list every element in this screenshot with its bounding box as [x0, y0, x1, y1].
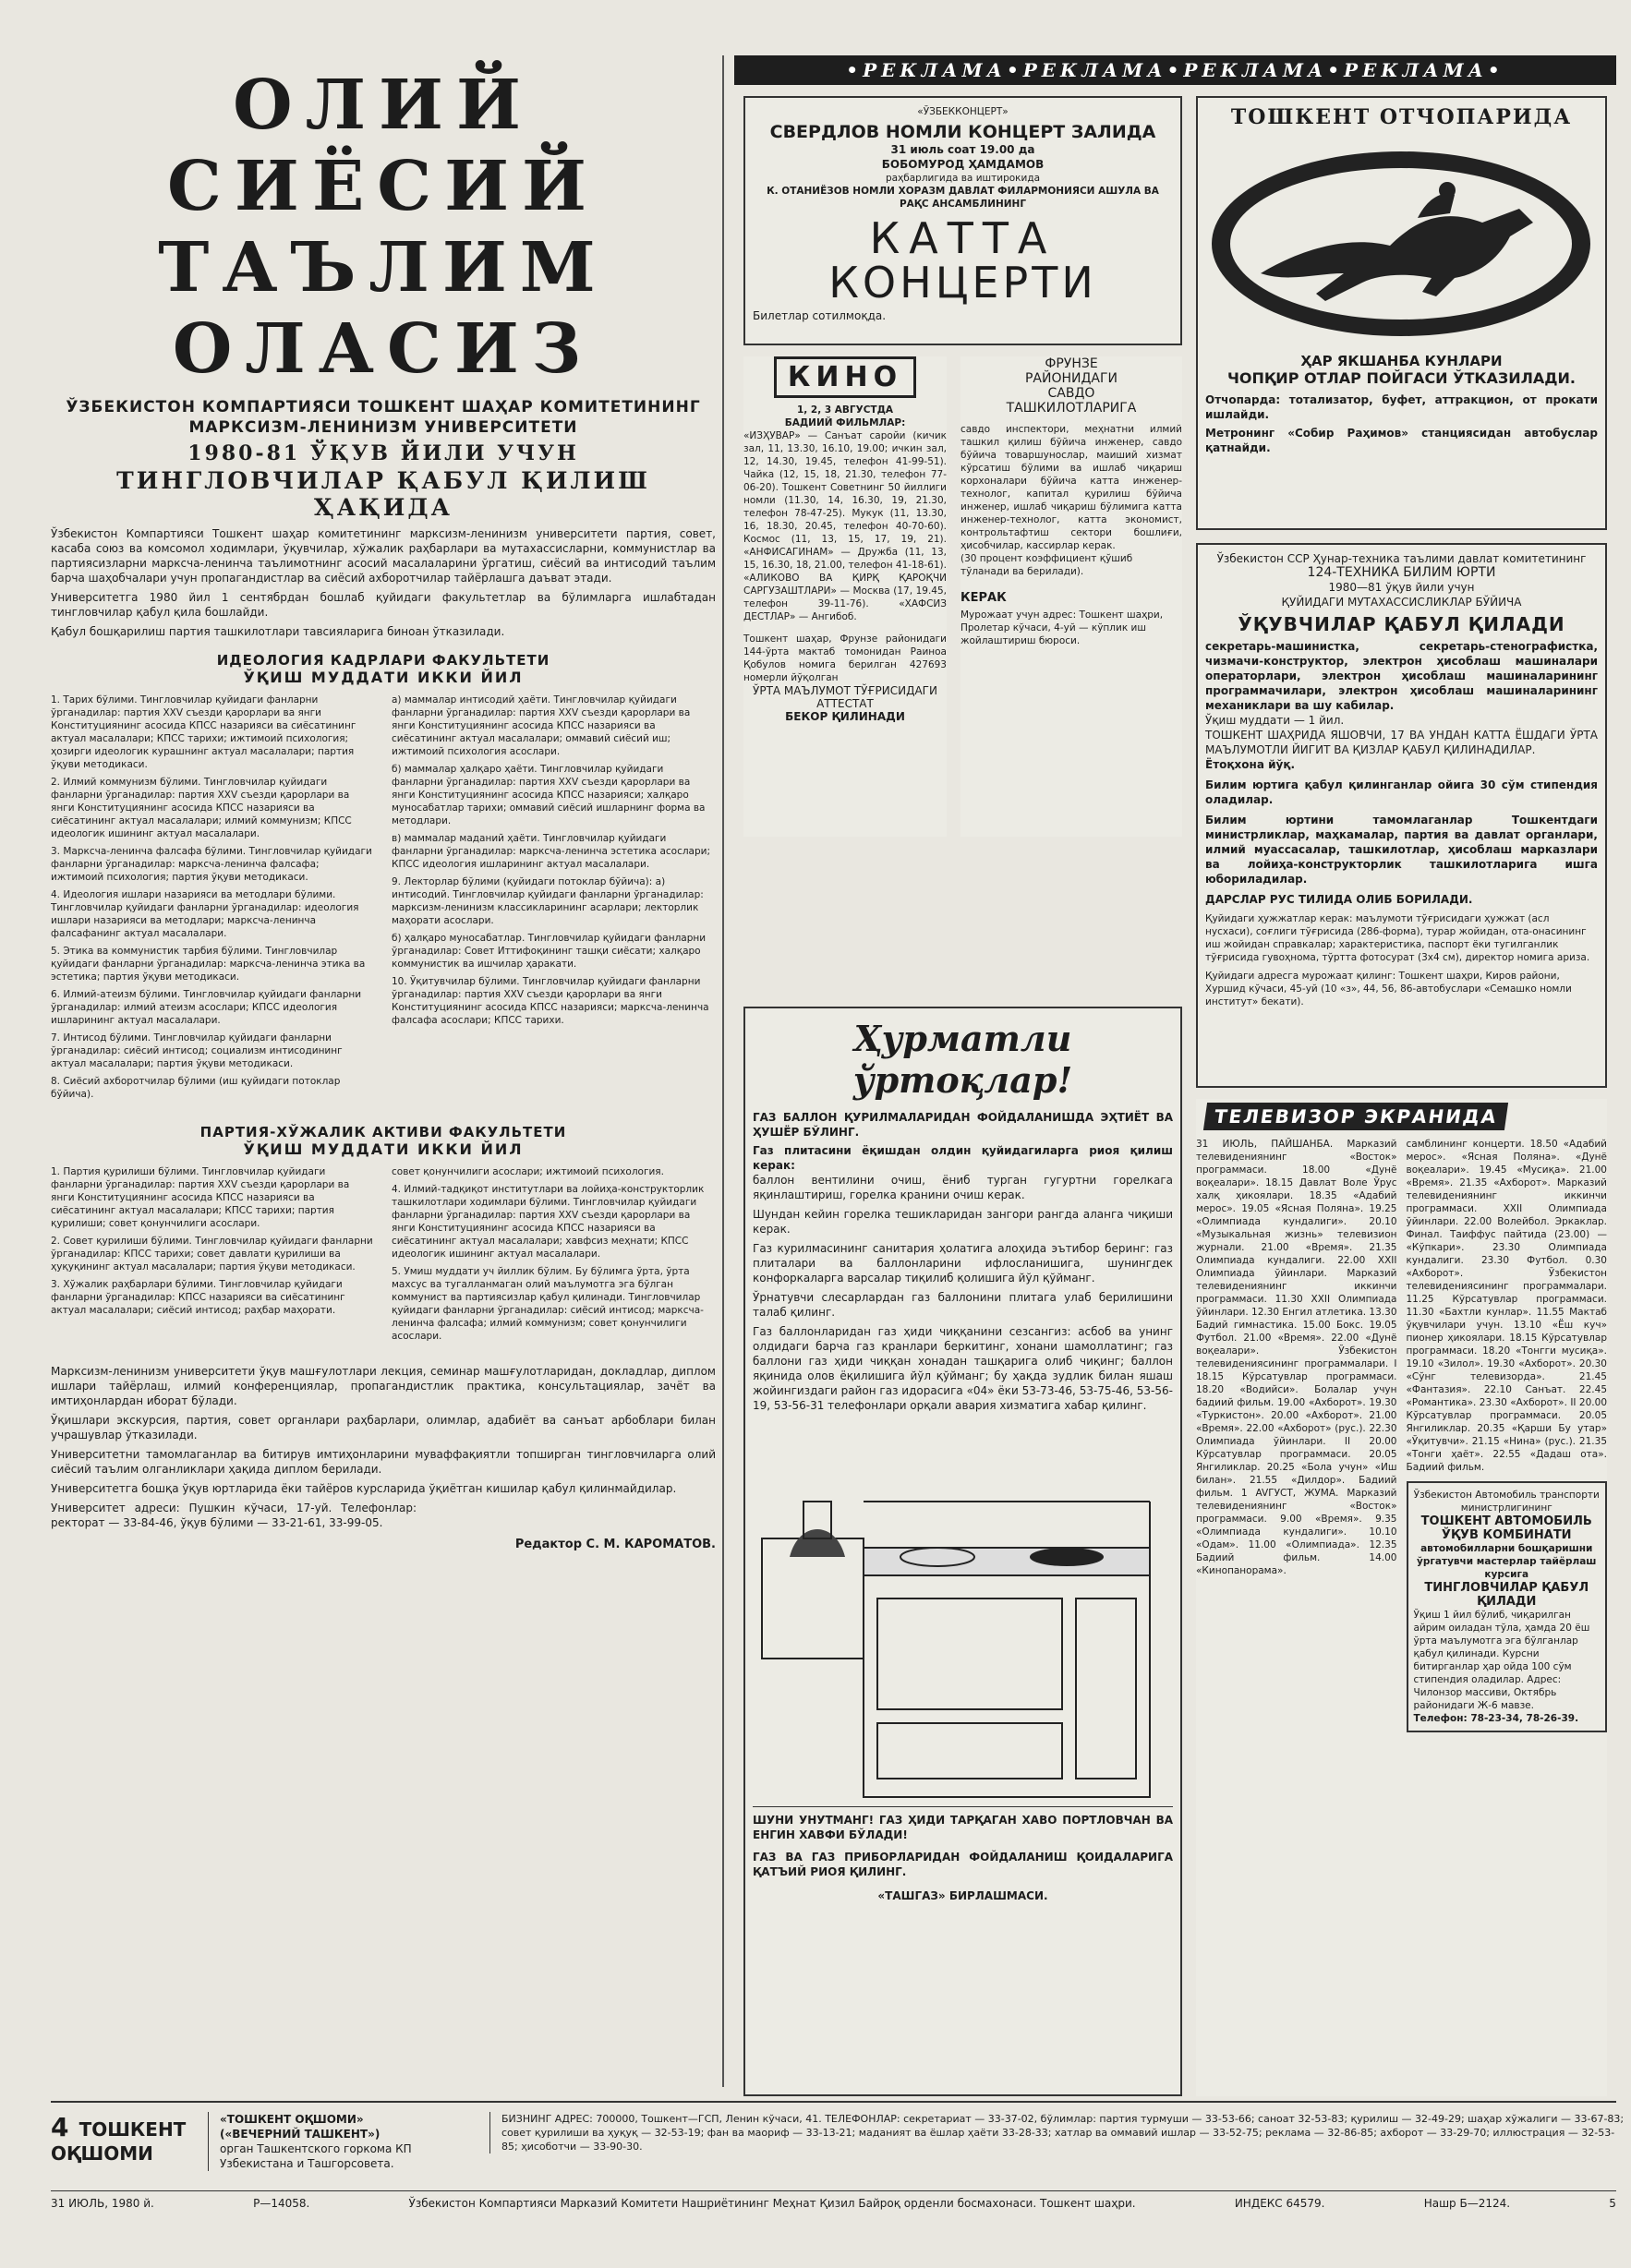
- frunze-title-2: РАЙОНИДАГИ: [1024, 371, 1118, 386]
- faculty-item: в) маммалар маданий ҳаёти. Тингловчилар қуйидаги фанларни ўрганадилар: марксча-ленинча эстетика асослари; КПСС идеология ишларининг актуал масалалари.: [392, 833, 711, 870]
- concert-date: 31 июль соат 19.00 да: [890, 143, 1035, 156]
- faculty-item: 5. Умиш муддати уч йиллик бўлим. Бу бўлимга ўрта, ўрта махсус ва тугалланмаган олий маълумотга эга бўлган коммунист ва партиясизлар қабул қилинади. Тингловчилар қуйидаги фанларни ўрганадилар: сиёсий интисод; марксча-ленинча фалсафа; илмий коммунизм; совет қонунчилиги асослари.: [392, 1266, 704, 1342]
- university-announcement: [51, 55, 716, 2096]
- index-number: ИНДЕКС 64579.: [1234, 2197, 1325, 2210]
- frunze-note: (30 процент коэффициент қўшиб тўланади ва берилади).: [960, 553, 1133, 577]
- faculty-2-duration: ЎҚИШ МУДДАТИ ИККИ ЙИЛ: [243, 1140, 524, 1158]
- faculty-item: 9. Лекторлар бўлими (қуйидаги потоклар бўйича): а) интисодий. Тингловчилар қуйидаги фанларни ўрганадилар: марксизм-ленинизм классикларининг асарлари; лекторлик маҳорати асослари.: [392, 876, 704, 926]
- kerak-body: Мурожаат учун адрес: Тошкент шаҳри, Пролетар кўчаси, 4-уй — кўплик иш жойлаштириш бюроси.: [960, 609, 1164, 646]
- gas-body: Газ курилмасининг санитария ҳолатига алоҳида эътибор беринг: газ плиталари ва баллонларини ифлосланишига, шунингдек конфоркаларга варсалар тиқилиб қолишига йўл қўйманг.: [753, 1242, 1173, 1285]
- driving-head: ТИНГЛОВЧИЛАР ҚАБУЛ ҚИЛАДИ: [1424, 1581, 1589, 1609]
- publisher-line-3: орган Ташкентского горкома КП Узбекистана и Ташгорсовета.: [220, 2142, 412, 2170]
- headline-line-1: ОЛИЙ СИЁСИЙ: [167, 66, 599, 226]
- faculty-1-col-2: [392, 694, 716, 1105]
- tv-logo: ТЕЛЕВИЗОР ЭКРАНИДА: [1203, 1103, 1509, 1130]
- faculty-item: 5. Этика ва коммунистик тарбия бўлими. Тингловчилар қуйидаги фанларни ўрганадилар: марксча-ленинча этика ва эстетика; партия ўқуви методикаси.: [51, 946, 366, 983]
- concert-ensemble: К. ОТАНИЁЗОВ НОМЛИ ХОРАЗМ ДАВЛАТ ФИЛАРМОНИЯСИ АШУЛА ВА РАҚС АНСАМБЛИНИНГ: [767, 186, 1159, 210]
- intro-paragraph: Ўзбекистон Компартияси Тошкент шаҳар комитетининг марксизм-ленинизм университети партия, совет, касаба союз ва комсомол ходимлари, ўқувчилар, хўжалик раҳбарлари ва мутахассисларни, коммунистлар ва партиясизларни марксча-ленинча таълимотнинг асосий масалаларини ўргатиш, сиёсий ва интисодий таълим барча шаҳобчалари учун пропагандистлар ва сиёсий ахборотчилар тайёрлашга даъват этади.: [51, 527, 716, 585]
- faculty-item: совет қонунчилиги асослари; ижтимоий психология.: [392, 1166, 664, 1177]
- page-number: 5: [1609, 2197, 1616, 2210]
- tv-col-1: 31 ИЮЛЬ, ПАЙШАНБА. Марказий телевидениянинг «Восток» программаси. 18.00 «Дунё воқеалари». 18.15 Давлат Воле Ўрус халқ ҳикоялари. 18.35 «Адабий мерос». 19.05 «Ясная Поляна». 19.25 «Олимпиада кундалиги». 20.10 «Музыкальная жизнь» телевизион журнали. 21.00 «Время». 21.35 Олимпиада кундалиги. 22.00 XXII Олимпиада ўйинлари. Марказий телевидениянинг иккинчи программаси. 11.30 XXII Олимпиада ўйинлари. 12.30 Енгил атлетика. 13.30 Бадий гимнастика. 15.00 Бокс. 19.05 Футбол. 21.00 «Время». 22.00 «Дунё воқеалари». Ўзбекистон телевидениясининг программалари. I 18.15 Кўрсатувлар программаси. 18.20 «Водийси». Болалар учун бадиий фильм. 19.00 «Ахборот». 19.30 «Туркистон». 20.00 «Ахборот». 21.00 «Время». 22.00 «Ахборот» (рус.). 22.30 Олимпиада ўйинлари. II 20.00 Кўрсатувлар программаси. 20.05 Янгиликлар. 20.25 «Бола учун» «Иш билан». 21.55 «Дилдор». Бадиий фильм. 1 AVГУСТ, ЖУМА. Марказий телевидениянинг «Восток» программаси. 9.00 «Время». 9.35 «Олимпиада кундалиги». 10.10 «Одам». 11.00 «Олимпиада». 12.35 Бадиий фильм. 14.00 «Кинопанорама».: [1196, 1139, 1397, 1576]
- frunze-body: савдо инспектори, меҳнатни илмий ташкил қилиш бўйича инженер, савдо бўйича товаршунослар, маиший хизмат кўрсатиш бўлими ва ишлаб чиқариш корхоналари бўйича катта инженер-технолог, капитал қурилиш бўйича инженер, ишлаб чиқариш бўлимига катта инженер-технолог, катта экономист, контрольтафтиш сектори бошлиғи, ҳисобчилар, кассирлар керак.: [960, 424, 1182, 551]
- concert-leader-note: раҳбарлигида ва иштирокида: [885, 173, 1041, 184]
- vocational-lang: ДАРСЛАР РУС ТИЛИДА ОЛИБ БОРИЛАДИ.: [1205, 893, 1473, 906]
- year-line: 1980-81 ЎҚУВ ЙИЛИ УЧУН: [187, 441, 579, 465]
- vocational-headline: ЎҚУВЧИЛАР ҚАБУЛ ҚИЛАДИ: [1238, 613, 1565, 635]
- vocational-school: 124-ТЕХНИКА БИЛИМ ЮРТИ: [1307, 565, 1496, 580]
- publisher-line-1: «ТОШКЕНТ ОҚШОМИ»: [220, 2113, 364, 2126]
- driving-org: Ўзбекистон Автомобиль транспорти министрлигининг: [1413, 1490, 1600, 1514]
- faculty-item: 4. Илмий-тадқиқот институтлари ва лойиҳа-конструкторлик ташкилотлари ходимлари бўлими. Тингловчилар қуйидаги фанларни ўрганадилар: партия XXV съезди қарорлари ва янги Конституциянинг асосида КПСС назарияси ва сиёсатининг актуал масалалари; хавфсиз меҳнати; КПСС идеологик ишининг актуал масалалари.: [392, 1184, 705, 1260]
- column-divider: [722, 55, 724, 2087]
- closing-paragraph: Ўқишлари экскурсия, партия, совет органлари раҳбарлари, олимлар, адабиёт ва санъат арбоблари билан учрашувлар ўтказилади.: [51, 1414, 716, 1442]
- closing-paragraph: Университетга бошқа ўқув юртларида ёки тайёров курсларида ўқиётган кишилар қабул қилинмайдилар.: [51, 1482, 677, 1495]
- driving-title: ТОШКЕНТ АВТОМОБИЛЬ ЎҚУВ КОМБИНАТИ: [1420, 1514, 1592, 1542]
- faculty-item: 1. Партия қурилиши бўлими. Тингловчилар қуйидаги фанларни ўрганадилар: партия XXV съезди қарорлари ва янги Конституциянинг асосида КПСС назарияси ва сиёсатининг актуал масалалари; КПСС тарихи; партия қурилиши; совет қонунчилиги асослари.: [51, 1166, 350, 1229]
- editorial-address: БИЗНИНГ АДРЕС: 700000, Тошкент—ГСП, Ленин кўчаси, 41. ТЕЛЕФОНЛАР: секретариат — 33-37-02, бўлимлар: партия турмуши — 33-53-66; саноат 32-53-83; қурилиш — 32-49-29; шаҳар хўжалиги — 33-67-83; совет қурилиши ва ҳуқуқ — 32-53-19; фан ва маориф — 33-13-21; маданият ва ёшлар ҳаёти 33-28-33; хатлар ва оммавий ишлар — 33-52-75; реклама — 32-86-85; ахборот — 33-29-70; иллюстрация — 32-53-85; ҳисоботчи — 33-90-30.: [489, 2112, 1628, 2153]
- publisher-info: [208, 2112, 488, 2171]
- concert-leader: БОБОМУРОД ҲАМДАМОВ: [881, 158, 1045, 171]
- vocational-dorm: Ётоқхона йўқ.: [1205, 758, 1296, 771]
- org-line-2: МАРКСИЗМ-ЛЕНИНИЗМ УНИВЕРСИТЕТИ: [188, 418, 578, 437]
- school-notice: Тошкент шаҳар, Фрунзе районидаги 144-ўрта мактаб томонидан Раиноа Қобулов номига берилган 427693 номерли йўқолган: [743, 633, 947, 683]
- concert-venue: СВЕРДЛОВ НОМЛИ КОНЦЕРТ ЗАЛИДА: [769, 122, 1156, 142]
- horse-race-illustration: [1205, 135, 1598, 347]
- masthead-footer: [51, 2101, 1625, 2241]
- driving-sub: автомобилларни бошқаришни ўргатувчи мастерлар тайёрлаш курсига: [1417, 1543, 1597, 1580]
- concert-big-2: КОНЦЕРТИ: [828, 258, 1097, 308]
- faculty-item: 2. Совет қурилиши бўлими. Тингловчилар қуйидаги фанларни ўрганадилар: КПСС тарихи; совет давлати қурилиши ва ҳуқуқининг актуал масалалари; партия ўқуви методикаси.: [51, 1236, 373, 1273]
- faculty-item: 6. Илмий-атеизм бўлими. Тингловчилар қуйидаги фанларни ўрганадилар: илмий атеизм асослари; КПСС идеология ишларининг актуал масалалари.: [51, 989, 362, 1026]
- paper-logo: [51, 2112, 199, 2177]
- kino-films-label: БАДИИЙ ФИЛЬМЛАР:: [784, 417, 906, 428]
- concert-org: «ЎЗБЕККОНЦЕРТ»: [917, 106, 1009, 117]
- school-void: БЕКОР ҚИЛИНАДИ: [785, 710, 905, 723]
- faculty-item: 8. Сиёсий ахборотчилар бўлими (иш қуйидаги потоклар бўйича).: [51, 1076, 341, 1100]
- faculty-1-title: ИДЕОЛОГИЯ КАДРЛАРИ ФАКУЛЬТЕТИ: [216, 652, 550, 669]
- kino-listing: [743, 356, 947, 837]
- vocational-stipend: Билим юртига қабул қилинганлар ойига 30 сўм стипендия оладилар.: [1205, 778, 1598, 806]
- gas-warning-1: ШУНИ УНУТМАНГ! ГАЗ ҲИДИ ТАРҚАГАН ХАВО ПОРТЛОВЧАН ВА ЕНГИН ХАВФИ БЎЛАДИ!: [753, 1806, 1173, 1842]
- page-logo-number: 4: [51, 2112, 69, 2142]
- faculty-2-col-1: [51, 1165, 375, 1347]
- closing-paragraph: Университетни тамомлаганлар ва битирув имтиҳонларини муваффақиятли топширган тингловчиларга олий сиёсий таълим олганликлари ҳақида диплом берилади.: [51, 1448, 716, 1476]
- faculty-1-columns: [51, 694, 716, 1105]
- vocational-term: Ўқиш муддати — 1 йил.: [1205, 714, 1345, 727]
- paper-logo-name: ТОШКЕНТ ОҚШОМИ: [51, 2118, 187, 2165]
- gas-lead: ГАЗ БАЛЛОН ҚУРИЛМАЛАРИДАН ФОЙДАЛАНИШДА ЭҲТИЁТ ВА ҲУШЁР БЎЛИНГ.: [753, 1111, 1173, 1139]
- faculty-item: 3. Хўжалик раҳбарлари бўлими. Тингловчилар қуйидаги фанларни ўрганадилар: КПСС назарияси ва сиёсатининг актуал масалалари; сиёсий интисод; раҳбар маҳорати.: [51, 1279, 345, 1316]
- hippodrome-title: ТОШКЕНТ ОТЧОПАРИДА: [1230, 105, 1573, 129]
- reklama-banner: •РЕКЛАМА•РЕКЛАМА•РЕКЛАМА•РЕКЛАМА•: [734, 55, 1616, 85]
- gas-safety-ad: [743, 1007, 1182, 2096]
- kerak-title: КЕРАК: [960, 591, 1007, 605]
- hippodrome-metro: Метронинг «Собир Раҳимов» станциясидан автобуслар қатнайди.: [1205, 427, 1598, 454]
- vocational-address: Қуйидаги адресга мурожаат қилинг: Тошкент шаҳри, Киров райони, Хуршид кўчаси, 45-уй (10 «з», 44, 56, 86-автобуслари «Семашко номли институт» бекати).: [1205, 971, 1572, 1007]
- org-line-1: ЎЗБЕКИСТОН КОМПАРТИЯСИ ТОШКЕНТ ШАҲАР КОМИТЕТИНИНГ: [66, 398, 701, 416]
- vocational-specs: секретарь-машинистка, секретарь-стенографистка, чизмачи-конструктор, электрон ҳисоблаш машиналари операторлари, электрон ҳисоблаш машиналарининг программачилари, электрон ҳисоблаш машиналарининг механиклари ва шу кабилар.: [1205, 640, 1598, 712]
- gas-body: баллон вентилини очиш, ёниб турган гугуртни горелкага яқинлаштириш, горелка кранини очиш керак.: [753, 1174, 1173, 1201]
- faculty-item: б) ҳалқаро муносабатлар. Тингловчилар қуйидаги фанларни ўрганадилар: Совет Иттифоқининг ташқи сиёсати; халқаро коммунистик ва ишчилар ҳаракати.: [392, 933, 707, 970]
- faculty-item: 1. Тарих бўлими. Тингловчилар қуйидаги фанларни ўрганадилар: партия XXV съезди қарорлари ва янги Конституциянинг асосида КПСС назарияси ва сиёсатининг актуал масалалари; КПСС тарихи; ижтимоий психология; ҳозирги идеологик курашнинг актуал масалалари; партия ўқуви методикаси.: [51, 694, 356, 770]
- tv-col-2-wrap: [1407, 1138, 1608, 1732]
- vocational-org: Ўзбекистон ССР Ҳунар-техника таълими давлат комитетининг: [1216, 552, 1587, 565]
- concert-big-1: КАТТА: [869, 213, 1057, 263]
- tv-col-2: самблининг концерти. 18.50 «Адабий мерос». «Ясная Поляна». «Дунё воқеалари». 19.45 «Мусиқа». 21.00 «Время». 21.35 «Ахборот». Марказий телевидениянинг иккинчи программаси. XXII Олимпиада ўйинлари. 22.00 Волейбол. Эркаклар. Финал. Таиффус пайтида (23.00) — «Кўпкари». 23.30 Олимпиада кундалиги. 23.30 Футбол. 0.30 «Ахборот». Ўзбекистон телевидениясининг программалари. 11.25 Кўрсатувлар программаси. 11.30 «Бахтли кунлар». 11.55 Мактаб ўқувчилари учун. 13.10 «Ёш куч» пионер ҳикоялари. 18.15 Кўрсатувлар программаси. 18.20 «Тонгги мусиқа». 19.10 «Зилол». 19.30 «Ахборот». 20.30 «Сўнг телевизорда». 21.45 «Фантазия». 22.10 Санъат. 22.45 «Романтика». 23.30 «Ахборот». II 20.00 Кўрсатувлар программаси. 20.05 Янгиликлар. 20.35 «Қарши Бу утар» «Ўқитувчи». 21.15 «Нина» (рус.). 21.35 «Тонги ҳаёт». 22.55 «Дадаш ота». Бадиий фильм.: [1406, 1139, 1607, 1473]
- driving-phone: Телефон: 78-23-34, 78-26-39.: [1413, 1713, 1579, 1724]
- vocational-jobs: Билим юртини тамомлаганлар Тошкентдаги министрликлар, маҳкамалар, партия ва давлат органлари, илмий муассасалар, ташкилотлар, ҳисоблаш марказлари ва лойиҳа-конструкторлик ташкилотларига ишга юбориладилар.: [1205, 814, 1598, 886]
- admission-line: ТИНГЛОВЧИЛАР ҚАБУЛ ҚИЛИШ ҲАҚИДА: [116, 467, 650, 521]
- gas-stove-illustration: [753, 1418, 1173, 1806]
- kino-logo: КИНО: [774, 356, 916, 398]
- faculty-2-columns: [51, 1165, 716, 1347]
- frunze-title-3: САВДО: [1047, 386, 1095, 401]
- vocational-specs-title: ҚУЙИДАГИ МУТАХАССИСЛИКЛАР БЎЙИЧА: [1281, 596, 1522, 609]
- driving-school-ad: [1407, 1481, 1608, 1732]
- vocational-docs: Қуйидаги ҳужжатлар керак: маълумоти тўғрисидаги ҳужжат (асл нусхаси), соғлиги тўғрисида (286-форма), турар жойидан, ота-онасининг иш жойидан справкалар; характеристика, паспорт ёки тугилганлик тўғрисида гувоҳнома, тўртта фотосурат (3x4 см), директор номига ариза.: [1205, 913, 1590, 963]
- hippodrome-services: Отчопарда: тотализатор, буфет, аттракцион, от прокати ишлайди.: [1205, 393, 1598, 421]
- school-doc: ЎРТА МАЪЛУМОТ ТЎҒРИСИДАГИ АТТЕСТАТ: [753, 684, 937, 710]
- printer-info: Ўзбекистон Компартияси Марказий Комитети Нашриётининг Меҳнат Қизил Байроқ орденли босмахонаси. Тошкент шаҳри.: [408, 2197, 1136, 2210]
- hippodrome-ad: [1196, 96, 1607, 530]
- order-number: Нашр Б—2124.: [1423, 2197, 1511, 2210]
- gas-sub: Газ плитасини ёқишдан олдин қуйидагиларга риоя қилиш керак:: [753, 1144, 1173, 1172]
- advertisement-section: [734, 55, 1616, 2096]
- faculty-item: 3. Марксча-ленинча фалсафа бўлими. Тингловчилар қуйидаги фанларни ўрганадилар: марксча-ленинча фалсафа; ижтимоий психология; партия ўқуви методикаси.: [51, 846, 372, 883]
- editor-signature: Редактор С. М. КАРОМАТОВ.: [514, 1538, 716, 1551]
- kino-dates: 1, 2, 3 АВГУСТДА: [796, 404, 894, 416]
- closing-paragraph: Марксизм-ленинизм университети ўқув машғулотлари лекция, семинар машғулотларидан, докладлар, диплом ишлари тайёрлаш, илмий конференциялар, пропагандистлик практика, консультациялар, зачёт ва имтиҳонлардан иборат бўлади.: [51, 1365, 716, 1407]
- vocational-eligibility: ТОШКЕНТ ШАҲРИДА ЯШОВЧИ, 17 ВА УНДАН КАТТА ЁШДАГИ ЎРТА МАЪЛУМОТЛИ ЙИГИТ ВА ҚИЗЛАР ҚАБУЛ ҚИЛИНАДИЛАР.: [1205, 729, 1598, 756]
- vocational-year: 1980—81 ўқув йили учун: [1328, 581, 1475, 594]
- faculty-item: 7. Интисод бўлими. Тингловчилар қуйидаги фанларни ўрганадилар: сиёсий интисод; социализм интисодининг актуал масалалари; партия ўқуви методикаси.: [51, 1032, 343, 1069]
- issue-date: 31 ИЮЛЬ, 1980 й.: [51, 2197, 154, 2210]
- issue-code: Р—14058.: [253, 2197, 310, 2210]
- hippodrome-races: ЧОПҚИР ОТЛАР ПОЙГАСИ ЎТКАЗИЛАДИ.: [1226, 369, 1576, 387]
- publisher-line-2: («ВЕЧЕРНИЙ ТАШКЕНТ»): [220, 2128, 381, 2141]
- tv-listing: [1196, 1099, 1607, 2096]
- concert-tickets: Билетлар сотилмоқда.: [753, 309, 887, 322]
- vocational-school-ad: [1196, 543, 1607, 1088]
- frunze-title-1: ФРУНЗЕ: [1045, 356, 1098, 371]
- gas-body: Газ баллонларидан газ ҳиди чиққанини сезсангиз: асбоб ва унинг олдидаги барча газ кранлари беркитинг, хонани шамоллатинг; газ баллони газ ҳиди чиққан хонадан ташқарига олиб чиқинг; баллон яқинида олов ёқилишига йўл қўйманг; бу ҳақда зудлик билан яшаш жойингиздаги район газ идорасига «04» ёки 53-73-46, 53-75-46, 53-56-19, 53-56-31 телефонлари орқали авария хизматига хабар қилинг.: [753, 1325, 1173, 1412]
- intro-paragraph-2: Университетга 1980 йил 1 сентябрдан бошлаб қуйидаги факультетлар ва бўлимларга ишлабтадан тингловчилар қабул қила бошлайди.: [51, 591, 716, 619]
- faculty-item: а) маммалар интисодий ҳаёти. Тингловчилар қуйидаги фанларни ўрганадилар: партия XXV съезди қарорлари ва янги Конституциянинг асосида КПСС назарияси ва сиёсатининг актуал масалалари; оммавий сиёсий иш; ижтимоий психология асослари.: [392, 694, 691, 757]
- gas-signature: «ТАШГАЗ» БИРЛАШМАСИ.: [877, 1889, 1048, 1902]
- kino-body: «ИЗҲУВАР» — Санъат саройи (кичик зал, 11, 13.30, 16.10, 19.00; ичкин зал, 12, 14.30, 19.45, телефон 41-99-51). Чайка (12, 15, 18, 21.30, телефон 77-06-20). Тошкент Советнинг 50 йиллиги номли (11.30, 14, 16.30, 19, 21.30, телефон 78-47-25). Мукук (11, 13.30, 16, 18.30, 20.45, телефон 40-70-60). Космос (11, 13, 15, 17, 19, 21). «АНФИСАГИНАМ» — Дружба (11, 13, 15, 16.30, 18, 21.00, телефон 41-18-61). «АЛИКОВО ВА ҚИРҚ ҚАРОҚЧИ САРГУЗАШТЛАРИ» — Москва (17, 19.45, телефон 39-11-76). «ХАФСИЗ ДЕСТЛАР» — Ангибоб.: [743, 430, 947, 622]
- university-address: Университет адреси: Пушкин кўчаси, 17-уй. Телефонлар: ректорат — 33-84-46, ўқув бўлими — 33-21-61, 33-99-05.: [51, 1502, 417, 1529]
- faculty-1-duration: ЎҚИШ МУДДАТИ ИККИ ЙИЛ: [243, 669, 524, 686]
- intro-paragraph-3: Қабул бошқарилиш партия ташкилотлари тавсияларига биноан ўтказилади.: [51, 625, 505, 638]
- faculty-item: 10. Ўқитувчилар бўлими. Тингловчилар қуйидаги фанларни ўрганадилар: партия XXV съезди қарорлари ва янги Конституциянинг асосида КПСС назарияси; марксча-ленинча фалсафа асослари; КПСС тарихи.: [392, 976, 709, 1026]
- imprint-line: [51, 2190, 1616, 2210]
- faculty-1-col-1: [51, 694, 375, 1105]
- frunze-jobs: [960, 356, 1182, 837]
- driving-body: Ўқиш 1 йил бўлиб, чиқарилган айрим оиладан тўла, ҳамда 20 ёш ўрта маълумотга эга бўлганлар қабул қилинади. Курсни битирганлар ҳар ойда 100 сўм стипендия оладилар. Адрес: Чилонзор массиви, Октябрь районидаги Ж-6 мавзе.: [1413, 1610, 1590, 1711]
- faculty-2-col-2: [392, 1165, 716, 1347]
- faculty-item: 4. Идеология ишлари назарияси ва методлари бўлими. Тингловчилар қуйидаги фанларни ўрганадилар: идеология ишлари назарияси ва методлари; марксча-ленинча фалсафанинг актуал масалалари.: [51, 889, 359, 939]
- headline-line-2: ТАЪЛИМ ОЛАСИЗ: [158, 228, 609, 389]
- faculty-item: 2. Илмий коммунизм бўлими. Тингловчилар қуйидаги фанларни ўрганадилар: партия XXV съезди қарорлари ва янги Конституциянинг асосида КПСС назарияси ва сиёсатининг актуал масалалари; илмий коммунизм; КПСС идеологик ишининг актуал масалалари.: [51, 777, 352, 839]
- frunze-title-4: ТАШКИЛОТЛАРИГА: [1006, 401, 1137, 416]
- gas-body: Шундан кейин горелка тешикларидан зангори рангда аланга чиқиши керак.: [753, 1208, 1173, 1236]
- faculty-item: б) маммалар ҳалқаро ҳаёти. Тингловчилар қуйидаги фанларни ўрганадилар: партия XXV съезди қарорлари ва янги Конституциянинг асосида КПСС назарияси; халқаро муносабатлар тарихи; оммавий сиёсий ишларнинг форма ва методлари.: [392, 764, 706, 826]
- concert-ad: [743, 96, 1182, 345]
- gas-warning-2: ГАЗ ВА ГАЗ ПРИБОРЛАРИДАН ФОЙДАЛАНИШ ҚОИДАЛАРИГА ҚАТЪИЙ РИОЯ ҚИЛИНГ.: [753, 1851, 1173, 1878]
- faculty-2-title: ПАРТИЯ-ХЎЖАЛИК АКТИВИ ФАКУЛЬТЕТИ: [199, 1124, 567, 1140]
- gas-headline: Ҳурматли ўртоқлар!: [852, 1018, 1073, 1101]
- hippodrome-sundays: ҲАР ЯКШАНБА КУНЛАРИ: [1300, 353, 1503, 369]
- gas-body: Ўрнатувчи слесарлардан газ баллонини плитага улаб берилишини талаб қилинг.: [753, 1291, 1173, 1319]
- tv-columns: [1196, 1138, 1607, 1732]
